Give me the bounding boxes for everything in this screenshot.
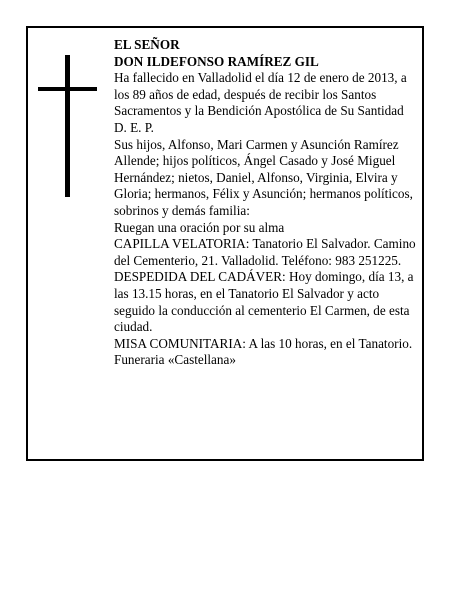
farewell-info: DESPEDIDA DEL CADÁVER: Hoy domingo, día 13, a las 13.15 horas, en el Tanatorio El Salvador y acto seguido la conducción al cementerio El Carmen, de esta ciudad. [114,269,414,335]
chapel-info: CAPILLA VELATORIA: Tanatorio El Salvador. Camino del Cementerio, 21. Valladolid. Teléfono: 983 251225. [114,236,416,268]
prayer-request: Ruegan una oración por su alma [114,219,285,235]
latin-cross-icon [38,55,97,197]
cross-horizontal-bar [38,87,97,91]
deceased-name: DON ILDEFONSO RAMÍREZ GIL [114,53,319,69]
funeral-home: Funeraria «Castellana» [114,352,236,368]
death-info: Ha fallecido en Valladolid el día 12 de enero de 2013, a los 89 años de edad, después de recibir los Santos Sacramentos y la Bendición Apostólica de Su Santidad D. E. P. [114,70,407,135]
family-list: Sus hijos, Alfonso, Mari Carmen y Asunción Ramírez Allende; hijos políticos, Ángel Casado y José Miguel Hernández; nietos, Daniel, Alfonso, Virginia, Elvira y Gloria; hermanos, Félix y Asunción; hermanos políticos, sobrinos y demás familia: [114,136,413,218]
cross-vertical-bar [65,55,70,197]
mass-info: MISA COMUNITARIA: A las 10 horas, en el Tanatorio. [114,335,413,351]
obituary-text [114,37,419,369]
heading-title: EL SEÑOR [114,37,180,52]
